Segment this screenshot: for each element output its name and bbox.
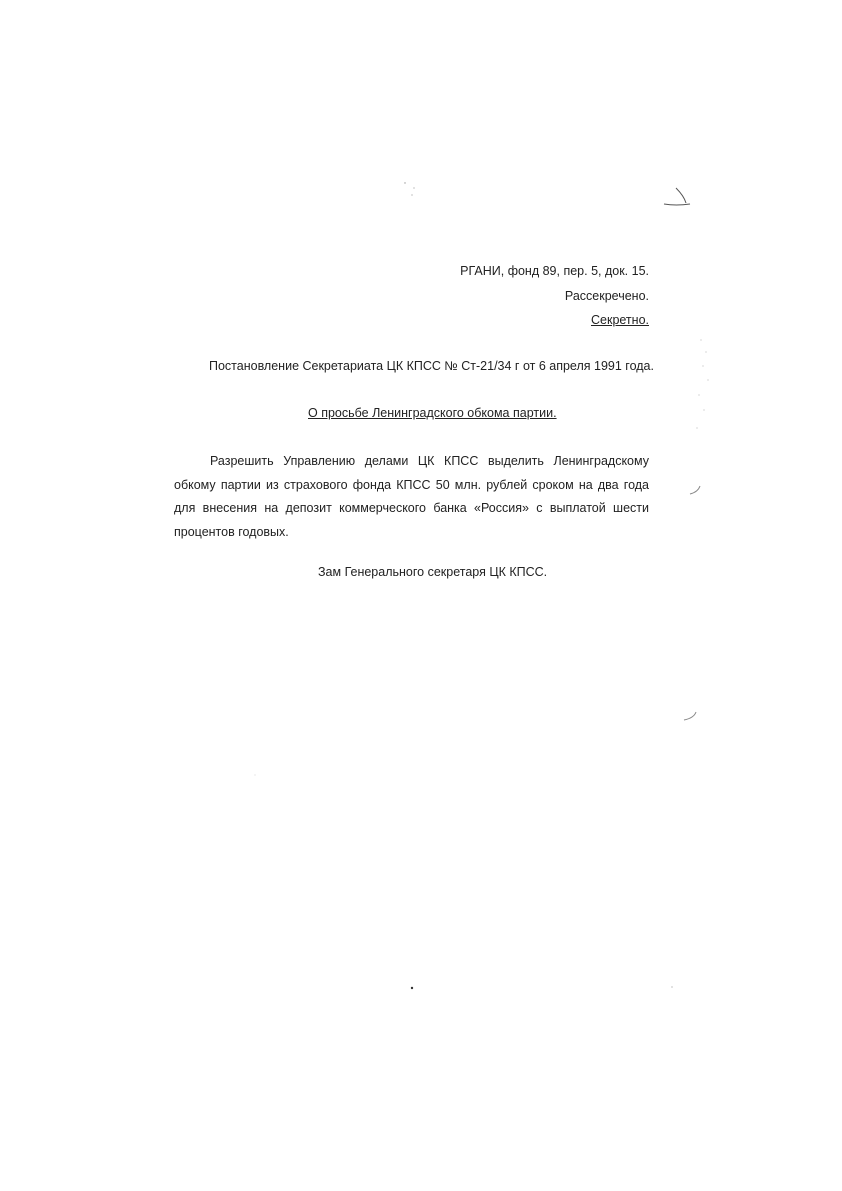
- resolution-body: Разрешить Управлению делами ЦК КПСС выделить Ленинградскому обкому партии из страхового фонда КПСС 50 млн. рублей сроком на два года для внесения на депозит коммерческого банка «Россия» с выплатой шести процентов годовых.: [174, 454, 649, 539]
- archive-reference: РГАНИ, фонд 89, пер. 5, док. 15.: [460, 264, 649, 278]
- margin-scribble-top: [664, 188, 690, 205]
- resolution-title: Постановление Секретариата ЦК КПСС № Ст-21/34 г от 6 апреля 1991 года.: [209, 359, 654, 373]
- classification-stamp: Секретно.: [591, 313, 649, 327]
- margin-scribble-bottom: [684, 712, 696, 720]
- signature-line: Зам Генерального секретаря ЦК КПСС.: [318, 565, 548, 579]
- margin-scribble-middle: [690, 486, 700, 494]
- declassified-note: Рассекречено.: [564, 289, 649, 303]
- subject-heading: О просьбе Ленинградского обкома партии.: [308, 406, 557, 420]
